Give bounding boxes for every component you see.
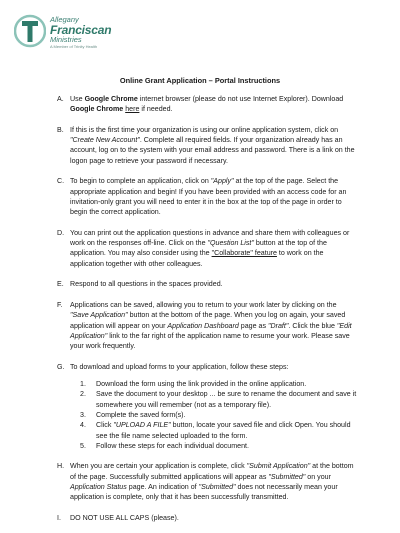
step-item: 2. Save the document to your desktop ... be sure to rename the document and save it somewhere you will remember (not as a temporary file).	[80, 390, 357, 409]
instruction-a: A. Use Google Chrome internet browser (please do not use Internet Explorer). Download Google Chrome here if needed.	[57, 95, 344, 114]
logo-line3: Ministries	[50, 34, 82, 44]
item-marker: G.	[57, 362, 65, 371]
logo-wordmark	[50, 16, 111, 49]
instruction-list	[57, 94, 357, 533]
tau-cross-logo-icon	[14, 14, 46, 48]
chrome-download-link[interactable]: here	[125, 105, 140, 114]
item-marker: E.	[57, 280, 64, 289]
page-title: Online Grant Application – Portal Instructions	[119, 76, 281, 85]
item-marker: A.	[57, 95, 64, 103]
instruction-h: H. When you are certain your application is complete, click "Submit Application" at the bottom of the page. Successfully submitted applications will appear as "Submitted" on your Application Status page. An indication of "Submitted" does not necessarily mean your application is complete, only that it has been successfully transmitted.	[57, 462, 354, 502]
item-marker: I.	[57, 513, 61, 522]
logo-tagline: A Member of Trinity Health	[50, 44, 98, 49]
instruction-d: D. You can print out the application questions in advance and share them with colleagues or work on the responses off-line. Click on the "Question List" button at the top of the application. You may also consider using the "Collaborate" feature to work on the application together with other colleagues.	[57, 228, 350, 268]
instruction-g: G. To download and upload forms to your application, follow these steps: 1. Download the form using the link provided in the online application. 2. Save the document to your desktop ... be sure to rename the document and save it somewhere you will remember (not as a temporary file). 3. Complete the saved form(s). 4. Click "UPLOAD A FILE" button, locate your saved file and click Open. You should see the file name selected uploaded to the form. 5. Follow these steps for each individual document.	[57, 362, 357, 450]
step-item: 4. Click "UPLOAD A FILE" button, locate your saved file and click Open. You should see the file name selected uploaded to the form.	[80, 421, 351, 440]
logo-line1: Allegany	[50, 15, 79, 24]
step-item: 1. Download the form using the link provided in the online application.	[80, 380, 307, 389]
instruction-i: I. DO NOT USE ALL CAPS (please).	[57, 513, 179, 522]
item-marker: C.	[57, 177, 65, 186]
step-item: 5. Follow these steps for each individual document.	[80, 441, 249, 450]
item-marker: B.	[57, 125, 64, 134]
collaborate-feature-link[interactable]: "Collaborate" feature	[211, 249, 277, 258]
instruction-b: B. If this is the first time your organization is using our online application system, click on "Create New Account". Complete all required fields. If your organization already has an account, log on to the system with your email address and password. There is a link on the logon page to retrieve your password if necessary.	[57, 125, 355, 165]
instruction-c: C. To begin to complete an application, click on "Apply" at the top of the page. Select the appropriate application and begin! If you have been provided with an access code for an invitation-only grant you will need to enter it in the box at the top of the page in order to begin the correct application.	[57, 177, 347, 217]
instruction-e: E. Respond to all questions in the spaces provided.	[57, 280, 223, 289]
item-marker: H.	[57, 462, 65, 471]
item-marker: F.	[57, 300, 63, 309]
upload-steps-list	[80, 379, 357, 451]
logo-line2: Franciscan	[50, 22, 112, 37]
organization-logo	[14, 14, 124, 54]
instruction-f: F. Applications can be saved, allowing you to return to your work later by clicking on the "Save Application" button at the bottom of the page. When you log on again, your saved application will appear on your Application Dashboard page as "Draft". Click the blue "Edit Application" link to the far right of the application name to resume your work. Please save your work frequently.	[57, 300, 352, 351]
item-marker: D.	[57, 228, 65, 237]
step-item: 3. Complete the saved form(s).	[80, 410, 186, 419]
